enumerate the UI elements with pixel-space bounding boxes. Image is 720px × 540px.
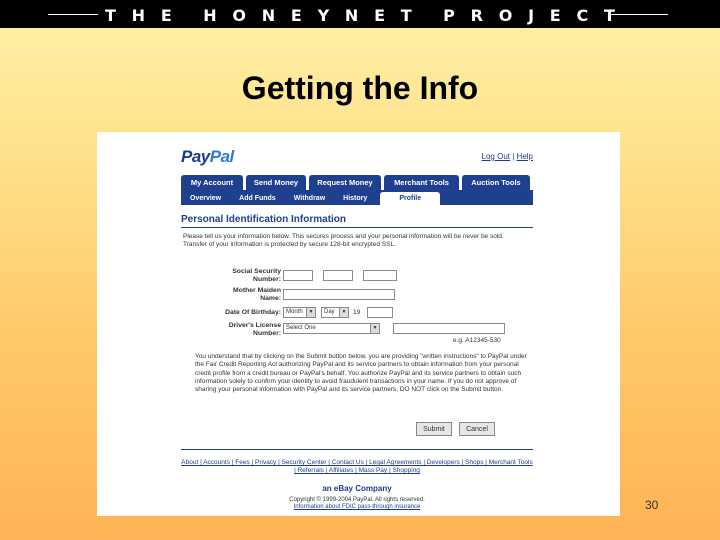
paypal-screenshot	[97, 132, 620, 516]
tab-auction-tools[interactable]: Auction Tools	[462, 175, 530, 190]
header-letter: C	[576, 5, 589, 25]
logout-link[interactable]: Log Out	[481, 152, 510, 161]
logo-pal-text: Pal	[209, 147, 234, 166]
chevron-down-icon: ▼	[339, 308, 348, 317]
slide-page-number: 30	[645, 498, 659, 512]
header-letter: N	[344, 5, 359, 25]
header-rule-left	[48, 14, 98, 15]
copyright-line1: Copyright © 1999-2004 PayPal. All rights reserved.	[289, 497, 425, 503]
license-label-line2: Number:	[253, 330, 281, 337]
header-rule-right	[608, 14, 668, 15]
copyright-line2[interactable]: Information about FDIC pass-through insurance	[293, 504, 421, 510]
dob-day-select[interactable]	[321, 307, 349, 318]
header-letter: T	[400, 5, 412, 25]
maiden-name-field[interactable]	[283, 289, 395, 300]
section-title: Personal Identification Information	[181, 214, 347, 225]
paypal-logo[interactable]	[181, 147, 234, 167]
subtab-add-funds[interactable]: Add Funds	[239, 195, 276, 202]
header-letter: T	[105, 5, 116, 25]
sub-tabs	[181, 190, 533, 205]
chevron-down-icon: ▼	[306, 308, 315, 317]
submit-button[interactable]: Submit	[416, 422, 452, 436]
subtab-profile[interactable]: Profile	[380, 192, 440, 205]
header-letter: O	[498, 5, 513, 25]
subtab-overview[interactable]: Overview	[190, 195, 222, 202]
dob-month-value: Month	[286, 309, 303, 315]
honeynet-header-bar	[0, 0, 720, 28]
link-separator: |	[512, 152, 515, 161]
header-letter: J	[528, 5, 535, 25]
ssn-label	[171, 268, 281, 284]
footer-divider	[181, 449, 533, 450]
chevron-down-icon: ▼	[370, 324, 379, 333]
section-divider	[181, 227, 533, 228]
header-letter: O	[232, 5, 246, 25]
tab-merchant-tools[interactable]: Merchant Tools	[384, 175, 459, 190]
dob-label: Date Of Birthday:	[225, 309, 281, 316]
dob-month-select[interactable]	[283, 307, 316, 318]
header-letter: E	[160, 5, 172, 25]
slide-title: Getting the Info	[241, 70, 479, 106]
ssn-label-line1: Social Security	[232, 268, 281, 275]
dob-year-field[interactable]	[367, 307, 393, 318]
header-letter: N	[261, 5, 276, 25]
help-link[interactable]: Help	[516, 152, 533, 161]
intro-text: Please tell us your information below. This secures process and your personal information will be never be sold. Transfer of your information is protected by secure 128-bit encrypted SSL.	[183, 233, 504, 248]
header-title	[105, 5, 615, 25]
maiden-label-line2: Name:	[260, 295, 281, 302]
subtab-withdraw[interactable]: Withdraw	[293, 195, 326, 202]
ebay-company-link[interactable]: an eBay Company	[322, 484, 392, 493]
logo-pay-text: Pay	[181, 147, 210, 166]
ssn-label-line2: Number:	[253, 276, 281, 283]
subtab-history[interactable]: History	[343, 195, 368, 202]
header-letter: E	[374, 5, 385, 25]
header-letter: T	[603, 5, 615, 25]
tab-my-account[interactable]: My Account	[181, 175, 243, 190]
header-letter: H	[203, 5, 217, 25]
tab-request-money[interactable]: Request Money	[309, 175, 381, 190]
tab-send-money[interactable]: Send Money	[246, 175, 306, 190]
header-letter: H	[131, 5, 146, 25]
top-links	[482, 152, 533, 161]
license-state-value: Select One	[286, 325, 316, 331]
license-example: e.g. A12345-530	[453, 337, 501, 344]
license-state-select[interactable]	[283, 323, 380, 334]
ssn-field-3[interactable]	[363, 270, 397, 281]
license-label	[171, 322, 281, 338]
footer-links[interactable]: About | Accounts | Fees | Privacy | Security Center | Contact Us | Legal Agreements | Developers | Shops | Merchant Tools | Referrals | Affiliates | Mass Pay | Shopping	[181, 459, 533, 474]
maiden-label-line1: Mother Maiden	[233, 287, 281, 294]
header-letter: Y	[317, 5, 330, 25]
license-label-line1: Driver's License	[228, 322, 281, 329]
license-number-field[interactable]	[393, 323, 505, 334]
consent-text: You understand that by clicking on the Submit button below, you are providing "written instructions" to PayPal under the Fair Credit Reporting Act authorizing PayPal and its service partners to obtain information from your personal credit profile from a credit bureau or PayPal's behalf. You authorize PayPal and its service partners to obtain such information solely to confirm your identity to avoid fraudulent transactions in your name. If you do not approve of sharing your personal information with PayPal and its service partners, DO NOT click on the Submit button.	[195, 353, 527, 394]
header-letter: R	[470, 5, 483, 25]
copyright	[181, 497, 533, 511]
dob-year-prefix: 19	[353, 309, 361, 316]
maiden-name-label	[171, 287, 281, 303]
dob-day-value: Day	[324, 309, 335, 315]
cancel-button[interactable]: Cancel	[459, 422, 495, 436]
ssn-field-2[interactable]	[323, 270, 353, 281]
ssn-field-1[interactable]	[283, 270, 313, 281]
header-letter: E	[549, 5, 561, 25]
header-letter: E	[290, 5, 302, 25]
header-letter: P	[443, 5, 455, 25]
main-tabs	[181, 175, 530, 190]
